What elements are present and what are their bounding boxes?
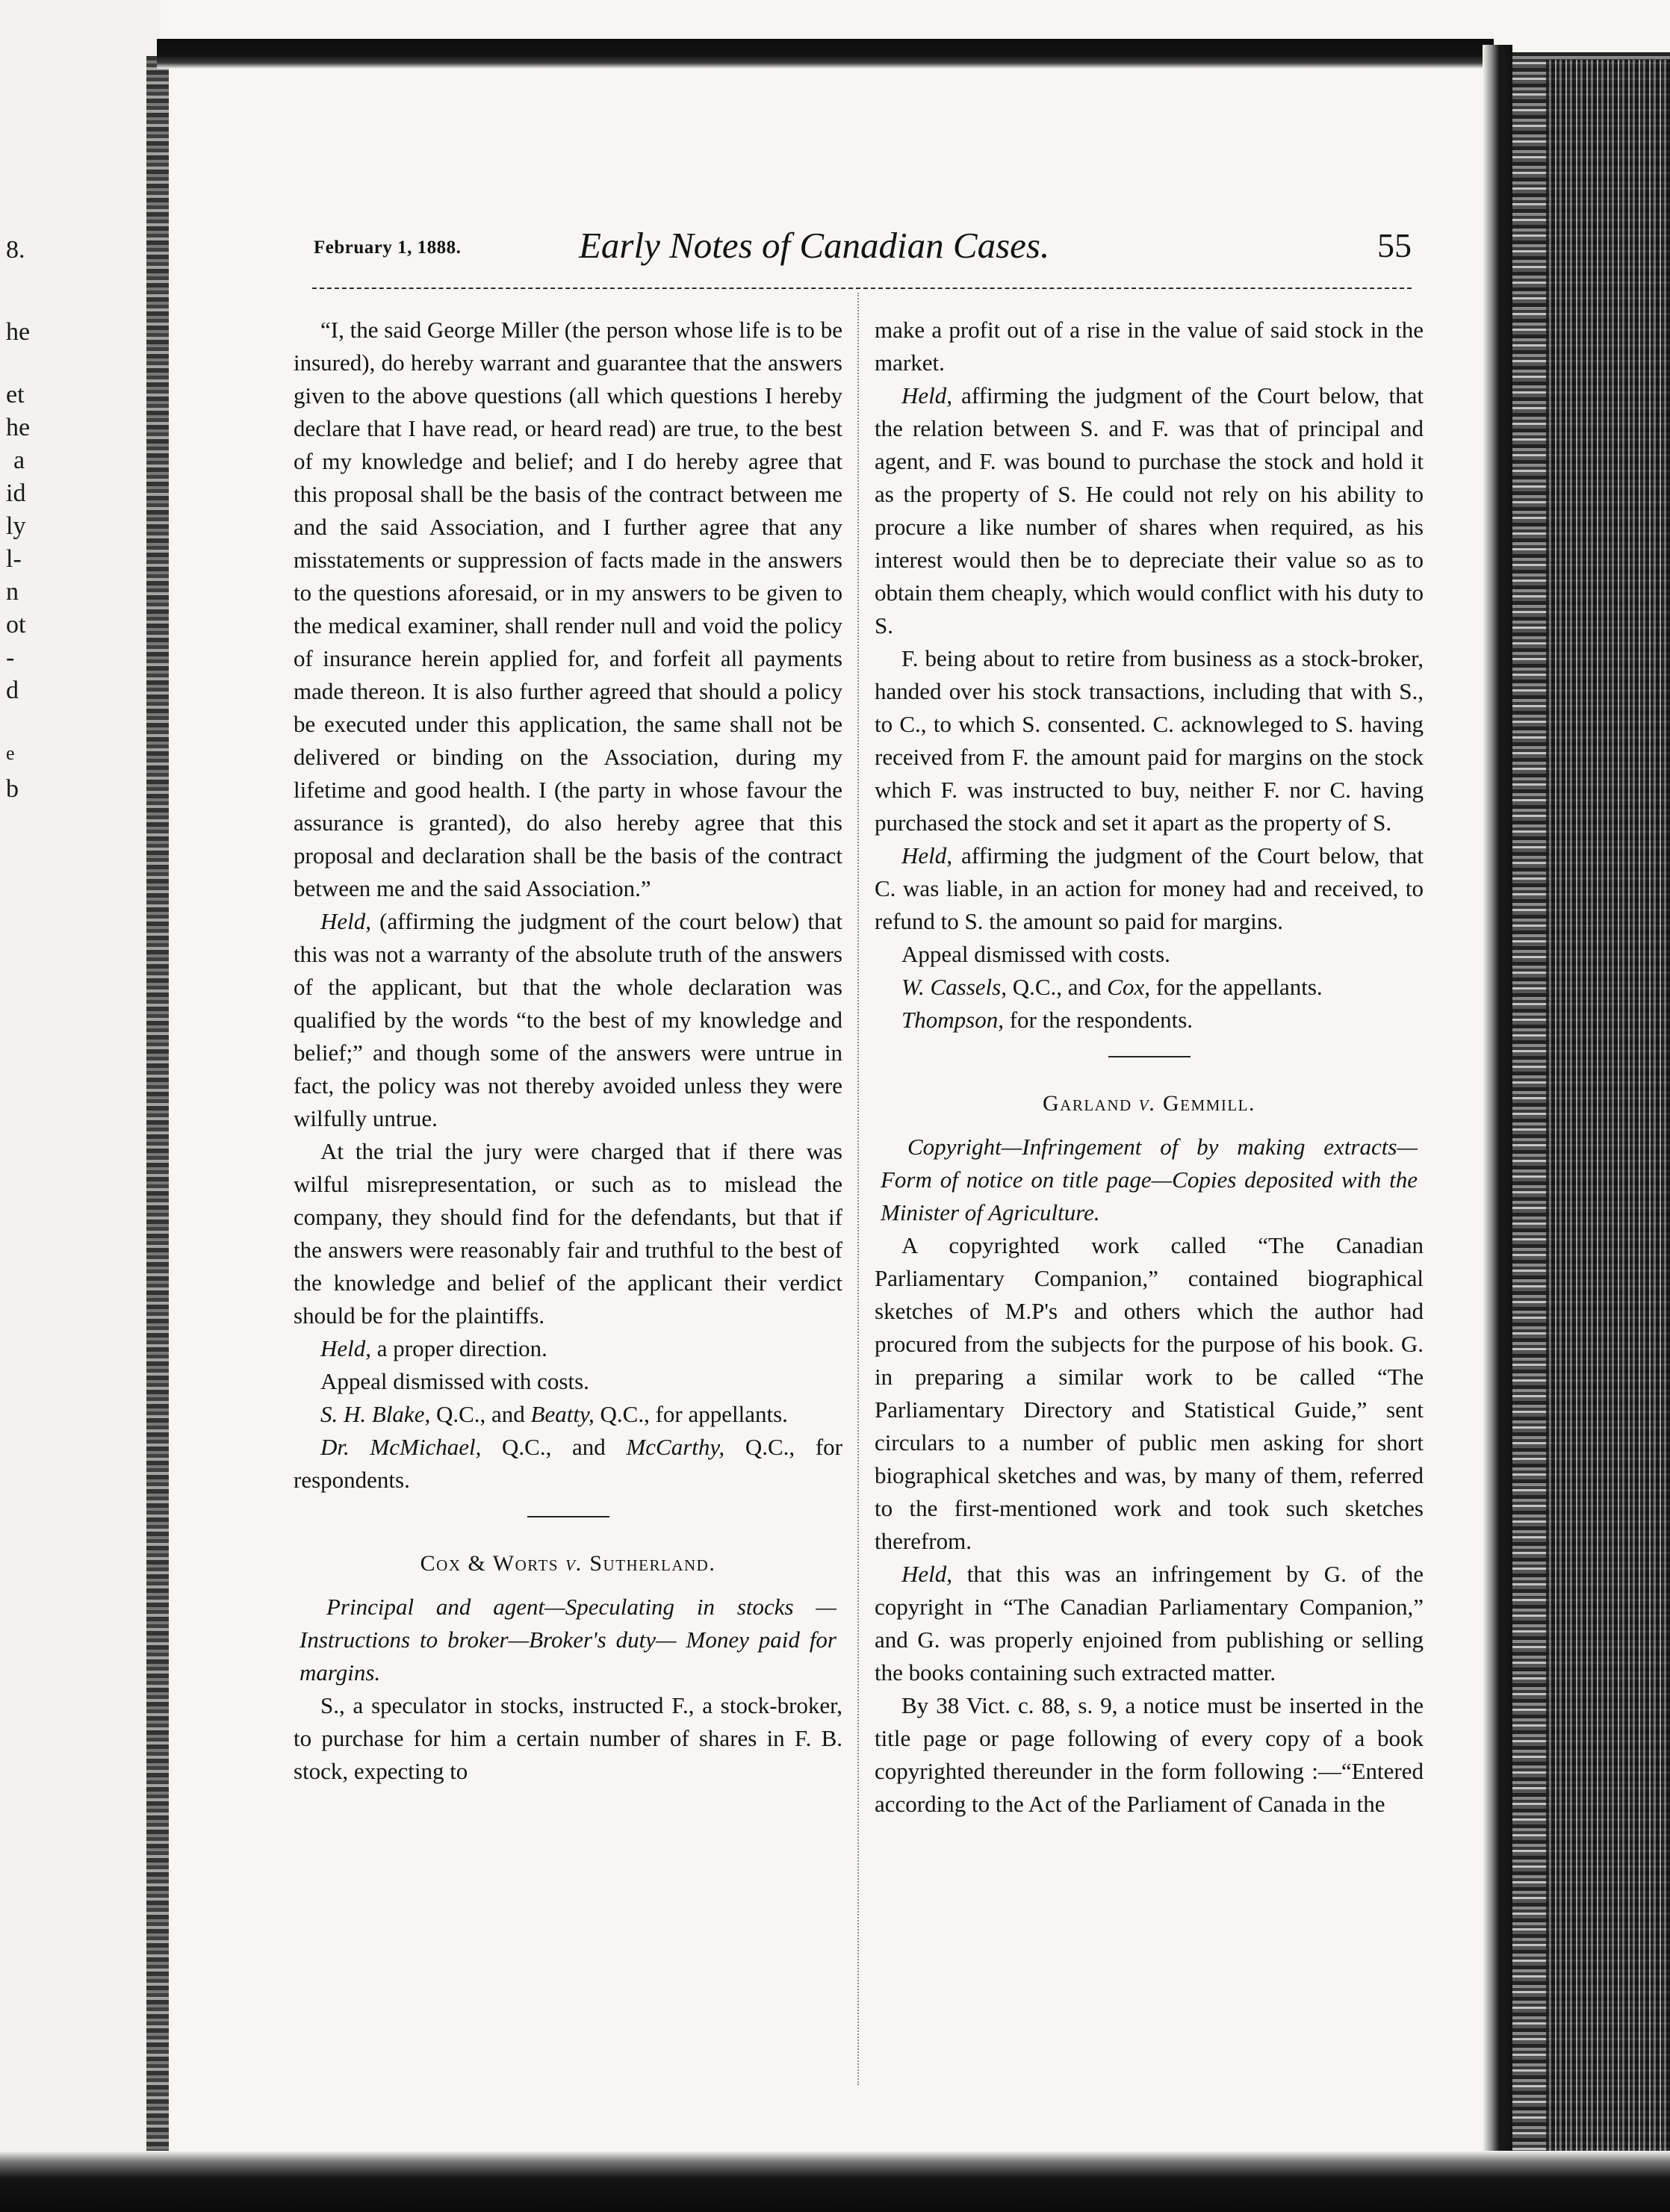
held-paragraph xyxy=(294,905,842,1135)
held-text: affirming the judgment of the Court below, that the relation between S. and F. was that of principal and agent, and F. was bound to purchase the stock and hold it as the property of S. He could not rely on his ability to procure a like number of shares when required, as his interest would then be to depreciate their value so as to obtain them cheaply, which would conflict with his duty to S. xyxy=(875,382,1424,639)
held-label: Held, xyxy=(901,1561,953,1587)
counsel-text: Q.C., and xyxy=(430,1401,531,1427)
margin-fragment: ly xyxy=(6,512,26,540)
statute-paragraph: By 38 Vict. c. 88, s. 9, a notice must be inserted in the title page or page following of every copy of a book copyrighted thereunder in the form following :—“Entered according to the Act of the Parliament of Canada in the xyxy=(875,1692,1424,1817)
margin-fragment: n xyxy=(6,578,19,606)
held-paragraph xyxy=(294,1332,842,1365)
case-party: Cox & Worts xyxy=(420,1551,566,1576)
margin-fragment: id xyxy=(6,479,26,507)
held-paragraph xyxy=(875,379,1424,642)
counsel-appellants xyxy=(875,971,1424,1004)
case-party: Sutherland. xyxy=(583,1551,716,1576)
right-page-edge xyxy=(1483,45,1512,2166)
case-facts: S., a speculator in stocks, instructed F., a stock-broker, to purchase for him a certain number of shares in F. B. stock, expecting to xyxy=(294,1692,842,1784)
counsel-name: Dr. McMichael, xyxy=(320,1434,482,1460)
counsel-name: S. H. Blake, xyxy=(320,1401,431,1427)
appeal-result: Appeal dismissed with costs. xyxy=(320,1368,589,1394)
case-party: Gemmill. xyxy=(1156,1091,1255,1116)
appeal-result: Appeal dismissed with costs. xyxy=(901,941,1170,967)
held-paragraph xyxy=(875,1558,1424,1689)
margin-fragment: l- xyxy=(6,545,22,573)
counsel-text: for the appellants. xyxy=(1149,974,1323,1000)
facts-paragraph: F. being about to retire from business as a stock-broker, handed over his stock transactions, including that with S., to C., to which S. consented. C. acknowleged to S. having received from F. the amount paid for margins on the stock which F. was instructed to buy, neither F. nor C. having purchased the stock and set it apart as the property of S. xyxy=(875,645,1424,836)
counsel-name: W. Cassels, xyxy=(901,974,1007,1000)
bottom-scan-edge xyxy=(0,2151,1670,2212)
case-party: Garland xyxy=(1043,1091,1139,1116)
counsel-text: for the respondents. xyxy=(1003,1007,1193,1033)
counsel-text: Q.C., and xyxy=(481,1434,627,1460)
counsel-name: McCarthy, xyxy=(626,1434,725,1460)
counsel-text: Q.C., for respondents. xyxy=(294,1434,842,1493)
case-title xyxy=(294,1547,842,1580)
continued-paragraph: make a profit out of a rise in the value of said stock in the market. xyxy=(875,317,1424,376)
held-label: Held, xyxy=(320,1335,372,1361)
versus: v. xyxy=(565,1551,583,1576)
held-label: Held, xyxy=(901,382,953,408)
top-scan-edge xyxy=(157,39,1494,69)
case-facts: A copyrighted work called “The Canadian Parliamentary Companion,” contained biographical sketches of M.P's and others which the author had procured from the subjects for the purpose of his book. G. in preparing a similar work to be called “The Parliamentary Directory and Statistical Guide,” sent circulars to a number of public men asking for short biographical sketches and was, by many of them, referred to the first-mentioned work and took such sketches therefrom. xyxy=(875,1232,1424,1554)
counsel-name: Cox, xyxy=(1107,974,1150,1000)
case-title xyxy=(875,1087,1424,1120)
held-text: affirming the judgment of the Court below, that C. was liable, in an action for money had and received, to refund to S. the amount so paid for margins. xyxy=(875,842,1424,934)
counsel-respondents xyxy=(875,1004,1424,1037)
counsel-appellants xyxy=(294,1398,842,1431)
left-column xyxy=(294,314,842,1788)
held-label: Held, xyxy=(320,908,372,934)
held-text: that this was an infringement by G. of the copyright in “The Canadian Parliamentary Companion,” and G. was properly enjoined from publishing or selling the books containing such extracted matter. xyxy=(875,1561,1424,1686)
margin-fragment: et xyxy=(6,381,25,408)
column-divider xyxy=(857,293,859,2085)
held-paragraph xyxy=(875,839,1424,938)
margin-fragment: - xyxy=(6,644,15,671)
page-number: 55 xyxy=(1377,226,1412,264)
held-text: (affirming the judgment of the court below) that this was not a warranty of the absolute truth of the answers of the applicant, but that the whole declaration was qualified by the words “to the best of my knowledge and belief;” and though some of the answers were untrue in fact, the policy was not thereby avoided unless they were wilfully untrue. xyxy=(294,908,842,1131)
margin-fragment: he xyxy=(6,414,31,441)
counsel-text: Q.C., and xyxy=(1006,974,1108,1000)
versus: v. xyxy=(1138,1091,1156,1116)
header-rule xyxy=(312,288,1412,289)
section-rule xyxy=(527,1516,609,1517)
quoted-declaration: “I, the said George Miller (the person whose life is to be insured), do hereby warrant and guarantee that the answers given to the above questions (all which questions I hereby declare that I have read, or heard read) are true, to the best of my knowledge and belief; and I do hereby agree that this proposal shall be the basis of the contract between me and the said Association, and I further agree that any misstatements or suppression of facts made in the answers to the questions aforesaid, or in my answers to be given to the medical examiner, shall render null and void the policy of insurance herein applied for, and forfeit all payments made thereon. It is also further agreed that should a policy be executed under this application, the same shall not be delivered or binding on the Association, during my lifetime and good health. I (the party in whose favour the assurance is granted), do also hereby agree that this proposal and declaration shall be the basis of the contract between me and the said Association.” xyxy=(294,317,842,901)
held-label: Held, xyxy=(901,842,953,869)
counsel-text: Q.C., for appellants. xyxy=(594,1401,788,1427)
running-head xyxy=(314,224,1412,269)
margin-fragment: 8. xyxy=(6,236,25,264)
margin-fragment: he xyxy=(6,318,31,346)
case-headnote: Copyright—Infringement of by making extracts—Form of notice on title page—Copies deposited with the Minister of Agriculture. xyxy=(881,1134,1418,1225)
header-date: February 1, 1888. xyxy=(314,237,462,258)
right-column xyxy=(875,314,1424,1821)
section-rule xyxy=(1108,1056,1191,1057)
counsel-name: Thompson, xyxy=(901,1007,1004,1033)
margin-fragment: b xyxy=(6,775,19,803)
header-title: Early Notes of Canadian Cases. xyxy=(579,225,1050,266)
margin-fragment: d xyxy=(6,677,19,704)
margin-fragment: a xyxy=(13,447,25,474)
margin-fragment: ot xyxy=(6,611,26,639)
trial-paragraph: At the trial the jury were charged that if there was wilful misrepresentation, or such as to mislead the company, they should find for the defendants, but that if the answers were reasonably fair and truthful to the best of the knowledge and belief of the applicant their verdict should be for the plaintiffs. xyxy=(294,1138,842,1329)
left-binding-edge xyxy=(146,56,169,2162)
counsel-respondents xyxy=(294,1431,842,1497)
margin-fragment: e xyxy=(6,742,15,764)
right-binding-shadow xyxy=(1546,60,1670,2211)
held-text: a proper direction. xyxy=(371,1335,547,1361)
case-headnote: Principal and agent—Speculating in stocks —Instructions to broker—Broker's duty— Money paid for margins. xyxy=(299,1594,836,1686)
counsel-name: Beatty, xyxy=(530,1401,595,1427)
